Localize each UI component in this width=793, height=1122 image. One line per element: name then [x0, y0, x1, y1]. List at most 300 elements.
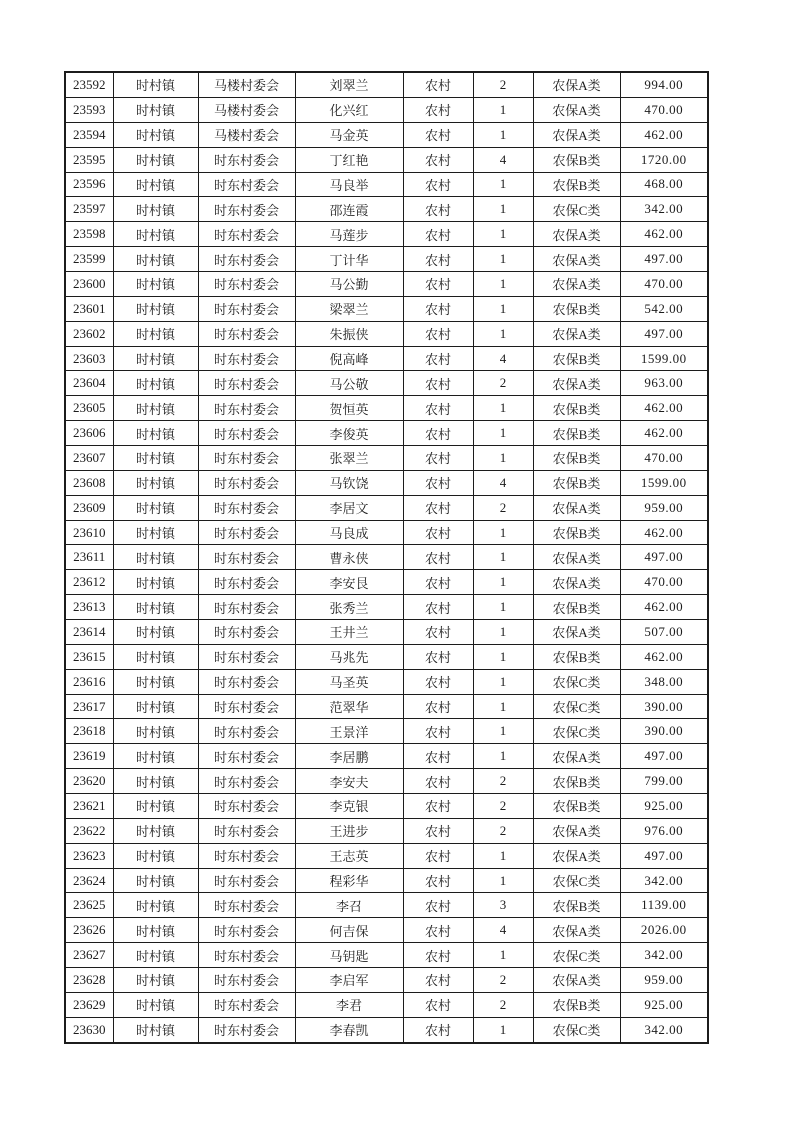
- cell-insurance-class: 农保B类: [533, 396, 620, 421]
- cell-residence-type: 农村: [403, 321, 473, 346]
- cell-residence-type: 农村: [403, 943, 473, 968]
- cell-person-count: 1: [473, 446, 533, 471]
- cell-village-committee: 时东村委会: [198, 147, 295, 172]
- cell-town: 时村镇: [113, 818, 198, 843]
- cell-residence-type: 农村: [403, 371, 473, 396]
- cell-insurance-class: 农保A类: [533, 247, 620, 272]
- cell-residence-type: 农村: [403, 346, 473, 371]
- cell-amount: 497.00: [620, 321, 708, 346]
- cell-town: 时村镇: [113, 570, 198, 595]
- cell-residence-type: 农村: [403, 520, 473, 545]
- cell-person-name: 丁红艳: [295, 147, 403, 172]
- cell-amount: 342.00: [620, 943, 708, 968]
- cell-amount: 462.00: [620, 122, 708, 147]
- cell-insurance-class: 农保B类: [533, 794, 620, 819]
- cell-village-committee: 时东村委会: [198, 470, 295, 495]
- cell-serial-number: 23595: [65, 147, 113, 172]
- cell-person-name: 梁翠兰: [295, 296, 403, 321]
- cell-serial-number: 23609: [65, 495, 113, 520]
- cell-residence-type: 农村: [403, 446, 473, 471]
- cell-person-count: 2: [473, 818, 533, 843]
- cell-insurance-class: 农保B类: [533, 769, 620, 794]
- table-row: [65, 794, 708, 819]
- table-row: [65, 719, 708, 744]
- cell-insurance-class: 农保A类: [533, 272, 620, 297]
- table-row: [65, 868, 708, 893]
- table-row: [65, 968, 708, 993]
- cell-person-count: 1: [473, 247, 533, 272]
- cell-serial-number: 23618: [65, 719, 113, 744]
- table-sheet: [64, 71, 709, 1044]
- cell-amount: 925.00: [620, 794, 708, 819]
- cell-town: 时村镇: [113, 1017, 198, 1043]
- cell-amount: 348.00: [620, 669, 708, 694]
- cell-person-name: 刘翠兰: [295, 72, 403, 97]
- cell-person-count: 1: [473, 421, 533, 446]
- cell-person-count: 2: [473, 495, 533, 520]
- cell-village-committee: 时东村委会: [198, 247, 295, 272]
- cell-person-count: 1: [473, 1017, 533, 1043]
- table-row: [65, 197, 708, 222]
- cell-serial-number: 23603: [65, 346, 113, 371]
- cell-town: 时村镇: [113, 122, 198, 147]
- cell-person-name: 曹永侠: [295, 545, 403, 570]
- cell-serial-number: 23622: [65, 818, 113, 843]
- cell-village-committee: 时东村委会: [198, 843, 295, 868]
- cell-serial-number: 23610: [65, 520, 113, 545]
- cell-serial-number: 23625: [65, 893, 113, 918]
- cell-serial-number: 23598: [65, 222, 113, 247]
- cell-serial-number: 23602: [65, 321, 113, 346]
- cell-serial-number: 23607: [65, 446, 113, 471]
- cell-amount: 925.00: [620, 992, 708, 1017]
- cell-amount: 390.00: [620, 694, 708, 719]
- cell-serial-number: 23630: [65, 1017, 113, 1043]
- cell-village-committee: 时东村委会: [198, 321, 295, 346]
- cell-person-name: 朱振侠: [295, 321, 403, 346]
- cell-person-name: 倪高峰: [295, 346, 403, 371]
- cell-person-count: 2: [473, 992, 533, 1017]
- cell-person-count: 1: [473, 172, 533, 197]
- cell-person-count: 1: [473, 272, 533, 297]
- cell-residence-type: 农村: [403, 396, 473, 421]
- cell-person-name: 马良举: [295, 172, 403, 197]
- cell-insurance-class: 农保B类: [533, 421, 620, 446]
- table-row: [65, 222, 708, 247]
- cell-person-count: 1: [473, 122, 533, 147]
- cell-insurance-class: 农保A类: [533, 371, 620, 396]
- cell-village-committee: 时东村委会: [198, 893, 295, 918]
- cell-residence-type: 农村: [403, 744, 473, 769]
- cell-village-committee: 马楼村委会: [198, 122, 295, 147]
- cell-serial-number: 23606: [65, 421, 113, 446]
- cell-person-count: 2: [473, 769, 533, 794]
- table-row: [65, 346, 708, 371]
- cell-insurance-class: 农保A类: [533, 968, 620, 993]
- insurance-records-table: [64, 71, 709, 1044]
- table-row: [65, 918, 708, 943]
- cell-town: 时村镇: [113, 968, 198, 993]
- table-row: [65, 296, 708, 321]
- cell-person-count: 1: [473, 694, 533, 719]
- cell-person-name: 马金英: [295, 122, 403, 147]
- cell-person-count: 2: [473, 371, 533, 396]
- cell-residence-type: 农村: [403, 769, 473, 794]
- cell-residence-type: 农村: [403, 719, 473, 744]
- table-row: [65, 992, 708, 1017]
- cell-person-name: 丁计华: [295, 247, 403, 272]
- cell-village-committee: 时东村委会: [198, 446, 295, 471]
- cell-town: 时村镇: [113, 172, 198, 197]
- table-row: [65, 620, 708, 645]
- cell-person-count: 4: [473, 147, 533, 172]
- cell-amount: 470.00: [620, 97, 708, 122]
- cell-amount: 507.00: [620, 620, 708, 645]
- cell-serial-number: 23621: [65, 794, 113, 819]
- cell-serial-number: 23608: [65, 470, 113, 495]
- cell-residence-type: 农村: [403, 172, 473, 197]
- cell-serial-number: 23619: [65, 744, 113, 769]
- cell-insurance-class: 农保A类: [533, 818, 620, 843]
- cell-serial-number: 23615: [65, 644, 113, 669]
- cell-residence-type: 农村: [403, 818, 473, 843]
- cell-person-name: 王志英: [295, 843, 403, 868]
- cell-village-committee: 时东村委会: [198, 396, 295, 421]
- cell-person-count: 1: [473, 396, 533, 421]
- cell-residence-type: 农村: [403, 97, 473, 122]
- cell-person-name: 张翠兰: [295, 446, 403, 471]
- cell-insurance-class: 农保A类: [533, 97, 620, 122]
- cell-amount: 1599.00: [620, 470, 708, 495]
- cell-residence-type: 农村: [403, 893, 473, 918]
- cell-residence-type: 农村: [403, 620, 473, 645]
- cell-serial-number: 23592: [65, 72, 113, 97]
- cell-insurance-class: 农保B类: [533, 172, 620, 197]
- cell-residence-type: 农村: [403, 669, 473, 694]
- cell-person-name: 王进步: [295, 818, 403, 843]
- cell-person-name: 马莲步: [295, 222, 403, 247]
- cell-person-count: 2: [473, 794, 533, 819]
- cell-village-committee: 时东村委会: [198, 570, 295, 595]
- cell-serial-number: 23613: [65, 595, 113, 620]
- cell-amount: 462.00: [620, 644, 708, 669]
- cell-residence-type: 农村: [403, 122, 473, 147]
- cell-insurance-class: 农保B类: [533, 893, 620, 918]
- cell-person-count: 1: [473, 868, 533, 893]
- cell-insurance-class: 农保C类: [533, 1017, 620, 1043]
- cell-insurance-class: 农保B类: [533, 147, 620, 172]
- table-row: [65, 744, 708, 769]
- table-row: [65, 321, 708, 346]
- cell-person-name: 李召: [295, 893, 403, 918]
- cell-person-name: 李安夫: [295, 769, 403, 794]
- cell-serial-number: 23597: [65, 197, 113, 222]
- cell-village-committee: 时东村委会: [198, 943, 295, 968]
- cell-residence-type: 农村: [403, 918, 473, 943]
- cell-town: 时村镇: [113, 620, 198, 645]
- cell-amount: 799.00: [620, 769, 708, 794]
- cell-residence-type: 农村: [403, 197, 473, 222]
- cell-town: 时村镇: [113, 346, 198, 371]
- cell-town: 时村镇: [113, 421, 198, 446]
- cell-amount: 1720.00: [620, 147, 708, 172]
- cell-residence-type: 农村: [403, 421, 473, 446]
- cell-residence-type: 农村: [403, 147, 473, 172]
- table-row: [65, 570, 708, 595]
- cell-person-count: 1: [473, 321, 533, 346]
- cell-person-name: 程彩华: [295, 868, 403, 893]
- cell-person-count: 2: [473, 72, 533, 97]
- cell-insurance-class: 农保B类: [533, 470, 620, 495]
- cell-person-name: 化兴红: [295, 97, 403, 122]
- cell-amount: 497.00: [620, 545, 708, 570]
- cell-insurance-class: 农保B类: [533, 346, 620, 371]
- cell-residence-type: 农村: [403, 992, 473, 1017]
- cell-person-count: 1: [473, 843, 533, 868]
- cell-person-name: 贺恒英: [295, 396, 403, 421]
- cell-residence-type: 农村: [403, 694, 473, 719]
- cell-insurance-class: 农保C类: [533, 197, 620, 222]
- cell-person-count: 1: [473, 520, 533, 545]
- cell-residence-type: 农村: [403, 644, 473, 669]
- cell-village-committee: 时东村委会: [198, 794, 295, 819]
- table-row: [65, 769, 708, 794]
- cell-insurance-class: 农保B类: [533, 644, 620, 669]
- cell-insurance-class: 农保C类: [533, 719, 620, 744]
- cell-insurance-class: 农保C类: [533, 694, 620, 719]
- cell-residence-type: 农村: [403, 843, 473, 868]
- cell-village-committee: 时东村委会: [198, 172, 295, 197]
- table-row: [65, 595, 708, 620]
- cell-person-count: 1: [473, 595, 533, 620]
- cell-amount: 342.00: [620, 868, 708, 893]
- cell-serial-number: 23627: [65, 943, 113, 968]
- cell-village-committee: 时东村委会: [198, 644, 295, 669]
- cell-amount: 1599.00: [620, 346, 708, 371]
- cell-serial-number: 23626: [65, 918, 113, 943]
- cell-village-committee: 时东村委会: [198, 694, 295, 719]
- cell-town: 时村镇: [113, 247, 198, 272]
- cell-village-committee: 时东村委会: [198, 669, 295, 694]
- cell-town: 时村镇: [113, 147, 198, 172]
- cell-town: 时村镇: [113, 520, 198, 545]
- cell-village-committee: 时东村委会: [198, 868, 295, 893]
- cell-amount: 342.00: [620, 197, 708, 222]
- cell-insurance-class: 农保A类: [533, 545, 620, 570]
- cell-person-count: 1: [473, 644, 533, 669]
- cell-residence-type: 农村: [403, 868, 473, 893]
- cell-village-committee: 时东村委会: [198, 296, 295, 321]
- cell-person-name: 马兆先: [295, 644, 403, 669]
- cell-insurance-class: 农保C类: [533, 868, 620, 893]
- cell-amount: 462.00: [620, 396, 708, 421]
- cell-insurance-class: 农保B类: [533, 446, 620, 471]
- cell-serial-number: 23599: [65, 247, 113, 272]
- cell-amount: 497.00: [620, 843, 708, 868]
- cell-insurance-class: 农保A类: [533, 495, 620, 520]
- table-row: [65, 520, 708, 545]
- cell-serial-number: 23601: [65, 296, 113, 321]
- cell-amount: 468.00: [620, 172, 708, 197]
- cell-amount: 462.00: [620, 520, 708, 545]
- cell-village-committee: 时东村委会: [198, 371, 295, 396]
- table-row: [65, 247, 708, 272]
- cell-person-name: 马圣英: [295, 669, 403, 694]
- cell-amount: 462.00: [620, 421, 708, 446]
- cell-person-count: 4: [473, 470, 533, 495]
- table-row: [65, 272, 708, 297]
- cell-person-count: 1: [473, 545, 533, 570]
- cell-town: 时村镇: [113, 97, 198, 122]
- cell-town: 时村镇: [113, 545, 198, 570]
- cell-person-name: 李启军: [295, 968, 403, 993]
- cell-person-count: 4: [473, 346, 533, 371]
- cell-village-committee: 时东村委会: [198, 719, 295, 744]
- cell-person-count: 1: [473, 97, 533, 122]
- cell-amount: 542.00: [620, 296, 708, 321]
- cell-serial-number: 23593: [65, 97, 113, 122]
- cell-person-name: 马公敬: [295, 371, 403, 396]
- cell-amount: 462.00: [620, 595, 708, 620]
- table-row: [65, 396, 708, 421]
- cell-serial-number: 23596: [65, 172, 113, 197]
- table-row: [65, 371, 708, 396]
- cell-person-name: 李安艮: [295, 570, 403, 595]
- cell-person-name: 马公勤: [295, 272, 403, 297]
- cell-town: 时村镇: [113, 943, 198, 968]
- table-body: [65, 72, 708, 1043]
- cell-town: 时村镇: [113, 769, 198, 794]
- cell-town: 时村镇: [113, 694, 198, 719]
- cell-insurance-class: 农保B类: [533, 992, 620, 1017]
- cell-insurance-class: 农保A类: [533, 570, 620, 595]
- cell-residence-type: 农村: [403, 247, 473, 272]
- cell-village-committee: 时东村委会: [198, 197, 295, 222]
- cell-insurance-class: 农保A类: [533, 321, 620, 346]
- cell-serial-number: 23614: [65, 620, 113, 645]
- cell-amount: 342.00: [620, 1017, 708, 1043]
- cell-person-name: 李春凯: [295, 1017, 403, 1043]
- cell-person-name: 王景洋: [295, 719, 403, 744]
- cell-insurance-class: 农保C类: [533, 669, 620, 694]
- cell-town: 时村镇: [113, 446, 198, 471]
- cell-amount: 963.00: [620, 371, 708, 396]
- cell-town: 时村镇: [113, 992, 198, 1017]
- cell-town: 时村镇: [113, 918, 198, 943]
- cell-town: 时村镇: [113, 72, 198, 97]
- cell-village-committee: 马楼村委会: [198, 97, 295, 122]
- cell-person-name: 邵连霞: [295, 197, 403, 222]
- cell-person-name: 李居文: [295, 495, 403, 520]
- cell-person-name: 马良成: [295, 520, 403, 545]
- cell-amount: 1139.00: [620, 893, 708, 918]
- cell-town: 时村镇: [113, 470, 198, 495]
- cell-town: 时村镇: [113, 794, 198, 819]
- cell-person-count: 3: [473, 893, 533, 918]
- table-row: [65, 470, 708, 495]
- cell-residence-type: 农村: [403, 470, 473, 495]
- cell-village-committee: 时东村委会: [198, 222, 295, 247]
- table-row: [65, 694, 708, 719]
- cell-village-committee: 马楼村委会: [198, 72, 295, 97]
- cell-town: 时村镇: [113, 843, 198, 868]
- cell-person-name: 马钥匙: [295, 943, 403, 968]
- table-row: [65, 495, 708, 520]
- cell-village-committee: 时东村委会: [198, 1017, 295, 1043]
- cell-amount: 959.00: [620, 495, 708, 520]
- cell-amount: 497.00: [620, 247, 708, 272]
- cell-town: 时村镇: [113, 893, 198, 918]
- table-row: [65, 172, 708, 197]
- cell-amount: 994.00: [620, 72, 708, 97]
- cell-serial-number: 23624: [65, 868, 113, 893]
- cell-residence-type: 农村: [403, 296, 473, 321]
- cell-residence-type: 农村: [403, 570, 473, 595]
- table-row: [65, 72, 708, 97]
- table-row: [65, 818, 708, 843]
- table-row: [65, 943, 708, 968]
- cell-insurance-class: 农保A类: [533, 620, 620, 645]
- cell-residence-type: 农村: [403, 794, 473, 819]
- cell-amount: 976.00: [620, 818, 708, 843]
- cell-insurance-class: 农保C类: [533, 943, 620, 968]
- cell-insurance-class: 农保B类: [533, 520, 620, 545]
- cell-insurance-class: 农保A类: [533, 122, 620, 147]
- cell-village-committee: 时东村委会: [198, 421, 295, 446]
- cell-person-count: 1: [473, 744, 533, 769]
- cell-village-committee: 时东村委会: [198, 545, 295, 570]
- cell-insurance-class: 农保B类: [533, 296, 620, 321]
- cell-person-name: 王井兰: [295, 620, 403, 645]
- cell-residence-type: 农村: [403, 1017, 473, 1043]
- cell-residence-type: 农村: [403, 968, 473, 993]
- cell-amount: 470.00: [620, 446, 708, 471]
- cell-amount: 959.00: [620, 968, 708, 993]
- table-row: [65, 893, 708, 918]
- cell-person-count: 1: [473, 620, 533, 645]
- cell-village-committee: 时东村委会: [198, 272, 295, 297]
- cell-person-name: 李克银: [295, 794, 403, 819]
- table-row: [65, 147, 708, 172]
- cell-insurance-class: 农保A类: [533, 918, 620, 943]
- cell-serial-number: 23623: [65, 843, 113, 868]
- cell-person-name: 何吉保: [295, 918, 403, 943]
- table-row: [65, 446, 708, 471]
- cell-serial-number: 23617: [65, 694, 113, 719]
- cell-insurance-class: 农保A类: [533, 843, 620, 868]
- cell-insurance-class: 农保A类: [533, 222, 620, 247]
- cell-serial-number: 23605: [65, 396, 113, 421]
- cell-village-committee: 时东村委会: [198, 744, 295, 769]
- table-row: [65, 97, 708, 122]
- cell-person-name: 李君: [295, 992, 403, 1017]
- cell-serial-number: 23628: [65, 968, 113, 993]
- cell-village-committee: 时东村委会: [198, 992, 295, 1017]
- cell-town: 时村镇: [113, 272, 198, 297]
- table-row: [65, 1017, 708, 1043]
- cell-person-count: 1: [473, 570, 533, 595]
- cell-town: 时村镇: [113, 371, 198, 396]
- cell-person-name: 张秀兰: [295, 595, 403, 620]
- cell-village-committee: 时东村委会: [198, 620, 295, 645]
- cell-insurance-class: 农保A类: [533, 72, 620, 97]
- cell-village-committee: 时东村委会: [198, 520, 295, 545]
- cell-village-committee: 时东村委会: [198, 595, 295, 620]
- cell-person-count: 2: [473, 968, 533, 993]
- cell-person-name: 李居鹏: [295, 744, 403, 769]
- cell-village-committee: 时东村委会: [198, 968, 295, 993]
- cell-village-committee: 时东村委会: [198, 918, 295, 943]
